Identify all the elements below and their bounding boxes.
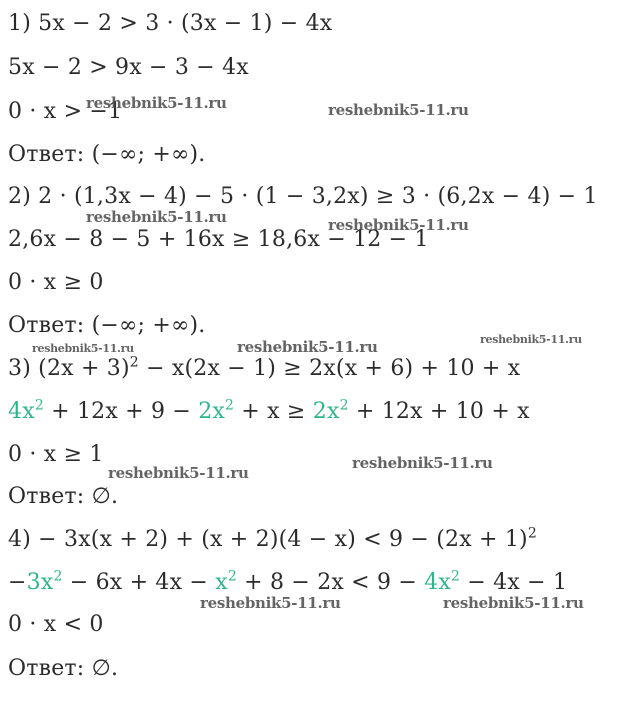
problem-3-answer: [8, 482, 619, 512]
highlighted-term: x: [215, 570, 228, 595]
highlighted-exponent: 2: [339, 397, 349, 414]
watermark: reshebnik5-11.ru: [328, 101, 469, 119]
expression-part: + 12x + 9 −: [43, 399, 199, 424]
highlighted-exponent: 2: [53, 568, 63, 585]
problem-4-step-2: [8, 610, 619, 640]
problem-2-step-2-text: 0 · x ≥ 0: [8, 270, 104, 295]
watermark: reshebnik5-11.ru: [86, 208, 227, 226]
expression-part: + 8 − 2x < 9 −: [236, 570, 425, 595]
watermark: reshebnik5-11.ru: [443, 594, 584, 612]
watermark: reshebnik5-11.ru: [32, 342, 134, 355]
expression-part: + 12x + 10 + x: [348, 399, 530, 424]
problem-4-exponent: 2: [527, 525, 537, 542]
highlighted-exponent: 2: [451, 568, 461, 585]
problem-1-step-2-text: 0 · x > −1: [8, 99, 123, 124]
watermark: reshebnik5-11.ru: [352, 454, 493, 472]
watermark: reshebnik5-11.ru: [328, 216, 469, 234]
problem-4-statement-part-a: 4) − 3x(x + 2) + (x + 2)(4 − x) < 9 − (2x + 1): [8, 527, 528, 552]
highlighted-exponent: 2: [225, 397, 235, 414]
problem-1-answer: [8, 140, 619, 170]
problem-4-statement: [8, 525, 619, 555]
watermark: reshebnik5-11.ru: [200, 594, 341, 612]
problem-2-step-1-text: 2,6x − 8 − 5 + 16x ≥ 18,6x − 12 − 1: [8, 227, 429, 252]
problem-1-step-1-text: 5x − 2 > 9x − 3 − 4x: [8, 55, 249, 80]
expression-part: − 6x + 4x −: [62, 570, 216, 595]
problem-1-statement: [8, 9, 619, 39]
problem-3-step-2: [8, 440, 619, 470]
problem-2-statement-text: 2) 2 · (1,3x − 4) − 5 · (1 − 3,2x) ≥ 3 · (6,2x − 4) − 1: [8, 184, 598, 209]
problem-4-answer: [8, 654, 619, 684]
problem-2-step-2: [8, 268, 619, 298]
watermark: reshebnik5-11.ru: [86, 94, 227, 112]
problem-3-statement: [8, 354, 619, 384]
problem-2-step-1: [8, 225, 619, 255]
expression-part: −: [8, 570, 27, 595]
highlighted-term: 4x: [8, 399, 35, 424]
problem-3-answer-text: Ответ: ∅.: [8, 484, 119, 509]
problem-4-answer-text: Ответ: ∅.: [8, 656, 119, 681]
problem-4-step-2-text: 0 · x < 0: [8, 612, 104, 637]
highlighted-exponent: 2: [34, 397, 44, 414]
watermark: reshebnik5-11.ru: [108, 464, 249, 482]
problem-1-step-1: [8, 53, 619, 83]
problem-3-statement-part-a: 3) (2x + 3): [8, 356, 130, 381]
expression-part: + x ≥: [234, 399, 313, 424]
problem-3-step-1: [8, 397, 619, 427]
watermark: reshebnik5-11.ru: [237, 338, 378, 356]
problem-2-answer-text: Ответ: (−∞; +∞).: [8, 313, 206, 338]
highlighted-term: 3x: [26, 570, 54, 595]
problem-1-statement-text: 1) 5x − 2 > 3 · (3x − 1) − 4x: [8, 11, 333, 36]
highlighted-exponent: 2: [227, 568, 237, 585]
highlighted-term: 2x: [198, 399, 225, 424]
highlighted-term: 2x: [312, 399, 340, 424]
problem-3-exponent: 2: [129, 354, 139, 371]
expression-part: − 4x − 1: [460, 570, 568, 595]
highlighted-term: 4x: [424, 570, 452, 595]
watermark: reshebnik5-11.ru: [480, 333, 582, 346]
problem-1-answer-text: Ответ: (−∞; +∞).: [8, 142, 206, 167]
problem-3-statement-part-c: − x(2x − 1) ≥ 2x(x + 6) + 10 + x: [138, 356, 521, 381]
problem-3-step-2-text: 0 · x ≥ 1: [8, 442, 104, 467]
